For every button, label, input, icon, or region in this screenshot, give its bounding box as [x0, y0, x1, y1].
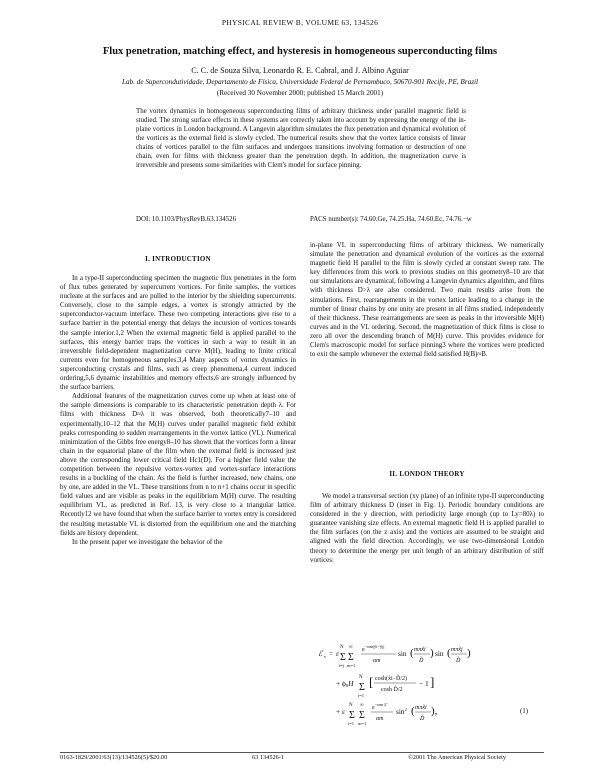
svg-text:),: ),: [431, 705, 438, 717]
svg-text:m=1: m=1: [347, 663, 356, 668]
column-left: [60, 274, 296, 547]
svg-text:cosh(x̃i−D̃/2): cosh(x̃i−D̃/2): [375, 676, 408, 682]
svg-text:): ): [430, 647, 434, 659]
svg-text:D̃: D̃: [419, 658, 424, 664]
svg-text:αm: αm: [376, 716, 384, 722]
svg-text:e−αm ξ̃: $e^{-\alpha m \xĩ}$: [372, 702, 387, 711]
authors: C. C. de Souza Silva, Leonardo R. E. Cabral, and J. Albino Aguiar: [191, 66, 409, 75]
intro-paragraph-3: In the present paper we investigate the behavior of the: [72, 537, 223, 546]
journal-header: PHYSICAL REVIEW B, VOLUME 63, 134526: [221, 18, 379, 27]
svg-text:mπx̃i: mπx̃i: [415, 705, 427, 711]
footer-copyright: ©2001 The American Physical Society: [408, 754, 507, 761]
svg-text:N: N: [349, 703, 353, 708]
received-date: (Received 30 November 2000; published 15 March 2001): [216, 89, 384, 97]
svg-text:[: [: [369, 674, 374, 689]
svg-text:(: (: [411, 705, 415, 717]
svg-text:+ ϕ0H: + ϕ0H: [336, 679, 354, 688]
svg-text:i=1: i=1: [348, 721, 355, 726]
svg-text:Σ: Σ: [348, 652, 354, 663]
pacs-numbers: PACS number(s): 74.60.Ge, 74.25.Ha, 74.60.Ec, 74.76.−w: [310, 216, 472, 223]
svg-text:=: =: [329, 649, 334, 658]
london-paragraph-1: We model a transversal section (xy plane) of an infinite type-II superconducting film of arbitrary thickness D (inset in Fig. 1). Periodic boundary conditions are considered in the y direction, with periodicity large enough (up to Ly=80λ) to guarantee vanishing size effects. An external magnetic field H is applied parallel to the film surfaces (on the z axis) and the vortices are assumed to be straight and aligned with the field direction. Accordingly, we use two-dimensional London theory to determine the energy per unit length of an arbitrary distribution of stiff vortices:: [310, 492, 544, 564]
svg-text:): ): [467, 647, 471, 659]
svg-text:Σ: Σ: [349, 710, 355, 721]
svg-text:(: (: [410, 647, 414, 659]
london-theory-text: [310, 492, 544, 565]
svg-text:Σ: Σ: [359, 710, 365, 721]
abstract: The vortex dynamics in homogeneous superconducting films of arbitrary thickness under parallel magnetic field is studied. The strong surface effects in these systems are correctly taken into account by expressing the energy of the in-plane vortices in London background. A Langevin algorithm simulates the flux penetration and dynamical evolution of the vortices as the external field is slowly cycled. The numerical results show that the vortex lattice consists of linear chains of vortices parallel to the film surfaces and undergoes transitions involving formation or destruction of one chain, even for films with thickness greater than the penetration depth. In addition, the magnetization curve is irreversible and presents some similarities with Clem's model for surface pinning.: [136, 108, 466, 170]
svg-text:v: v: [324, 654, 327, 659]
section-heading-london-theory: II. LONDON THEORY: [389, 471, 465, 478]
svg-text:N: N: [340, 645, 344, 650]
svg-text:mπx̃i: mπx̃i: [414, 647, 426, 653]
svg-text:sin2: $\sin^2$: [396, 707, 407, 716]
paper-title: Flux penetration, matching effect, and hysteresis in homogeneous superconducting films: [102, 46, 498, 57]
svg-text:αm: αm: [373, 658, 381, 664]
svg-text:]: ]: [430, 674, 435, 689]
svg-text:+ ε: + ε: [336, 707, 346, 716]
svg-text:ℰ: ℰ: [318, 649, 323, 658]
svg-text:sin: sin: [435, 649, 444, 658]
svg-text:∞: ∞: [349, 645, 353, 650]
svg-text:e−αm|ỹi−ỹj|: $e^{-\alpha m|ỹi-ỹj|}$: [362, 644, 385, 653]
affiliation: Lab. de Supercondutividade, Departamento de Física, Universidade Federal de Pernambuco, 50670-901 Recife, PE, Brazil: [121, 78, 479, 86]
intro-paragraph-2: Additional features of the magnetization curves come up when at least one of the sample dimensions is comparable to its characteristic penetration depth λ. For films with thickness D≈λ it was observed, both theoretically7–10 and experimentally,10–12 that the M(H) curves under parallel magnetic field exhibit peaks corresponding to sudden rearrangements in the vortex lattice (VL). Numerical minimization of the Gibbs free energy8–10 has shown that the vortices form a linear chain in the equatorial plane of the film when the external field is increased just above the corresponding lower critical field Hc1(D). For a higher field value the competition between the repulsive vortex-vortex and vortex-surface interactions results in a buckling of the chain. As the field is further increased, new chains, one by one, are added in the VL. These transitions from n to n+1 chains occur in specific field values and are visible as peaks in the equilibrium M(H) curve. The resulting equilibrium VL, as predicted in Ref. 13, is very close to a triangular lattice. Recently12 we have found that when the surface barrier to vortex entry is considered the resulting metastable VL is distorted from the equilibrium one and the matching fields are history dependent.: [60, 392, 296, 537]
svg-text:D̃: D̃: [420, 716, 425, 722]
footer-divider: [60, 752, 544, 753]
svg-text:Σ: Σ: [340, 652, 346, 663]
svg-text:Σ: Σ: [359, 682, 365, 693]
section-heading-introduction: I. INTRODUCTION: [145, 256, 211, 263]
intro-paragraph-1: In a type-II superconducting specimen the magnetic flux penetrates in the form of flux tubes generated by supercurrent vortices. For finite samples, the vortices nucleate at the surfaces and are pulled to the interior by the shielding supercurrents. Conversely, close to the sample edges, a vortex is strongly attracted by the superconductor-vacuum interface. These two competing interactions give rise to a surface barrier in the potential energy that delays the incursion of vortices towards the sample interior.1,2 When the external magnetic field is applied parallel to the surfaces, this energy barrier traps the vortices in such a way to result in an irreversible field-dependent magnetization curve M(H), leading to finite critical currents even for homogeneous samples.3,4 Many aspects of vortex dynamics in superconducting crystals and films, such as creep phenomena,4 current induced ordering,5,6 dynamic instabilities and memory effects,6 are strongly influenced by the surface barriers.: [60, 274, 296, 392]
svg-text:m=1: m=1: [358, 721, 367, 726]
footer-code: 0163-1829/2001/63(13)/134526(5)/$20.00: [60, 754, 168, 761]
svg-text:N: N: [359, 675, 363, 680]
footer-page-number: 63 134526-1: [252, 754, 285, 761]
svg-text:cosh D̃/2: cosh D̃/2: [381, 687, 403, 693]
svg-text:− 1: − 1: [419, 679, 429, 688]
svg-text:i≠j: i≠j: [339, 663, 344, 668]
energy-equation: [318, 634, 518, 726]
intro-paragraph-4: in-plane VL in superconducting films of arbitrary thickness. We numerically simulate the penetration and dynamical evolution of the vortices as the external magnetic field H parallel to the film is slowly cycled at constant sweep rate. The key differences from this work to previous studies on this geometry8–10 are that our simulations are dynamical, following a Langevin dynamics algorithm, and films with thickness D>λ are also considered. Two main results arise from the simulations. First, rearrangements in the vortex lattice leading to a change in the number of linear chains by one unity are present in all films studied, independently of their thickness. These rearrangements are seen as peaks in the irreversible M(H) curves and in the VL ordering. Second, the magnetization of thick films is close to zero all over the descending branch of M(H) curve. This provides evidence for Clem's macroscopic model for surface pinning3 where the vortices were predicted to exit the sample whenever the external field satisfied H(B)≈B.: [310, 241, 544, 359]
svg-text:ε: ε: [336, 649, 339, 658]
svg-text:mπx̃j: mπx̃j: [451, 647, 463, 653]
svg-text:(: (: [447, 647, 451, 659]
svg-text:∞: ∞: [360, 703, 364, 708]
column-right: [310, 241, 544, 359]
doi[interactable]: DOI: 10.1103/PhysRevB.63.134526: [136, 216, 237, 223]
equation-number: (1): [520, 708, 529, 715]
svg-text:i=1: i=1: [358, 693, 365, 698]
svg-text:D̃: D̃: [456, 658, 461, 664]
svg-text:sin: sin: [398, 649, 407, 658]
